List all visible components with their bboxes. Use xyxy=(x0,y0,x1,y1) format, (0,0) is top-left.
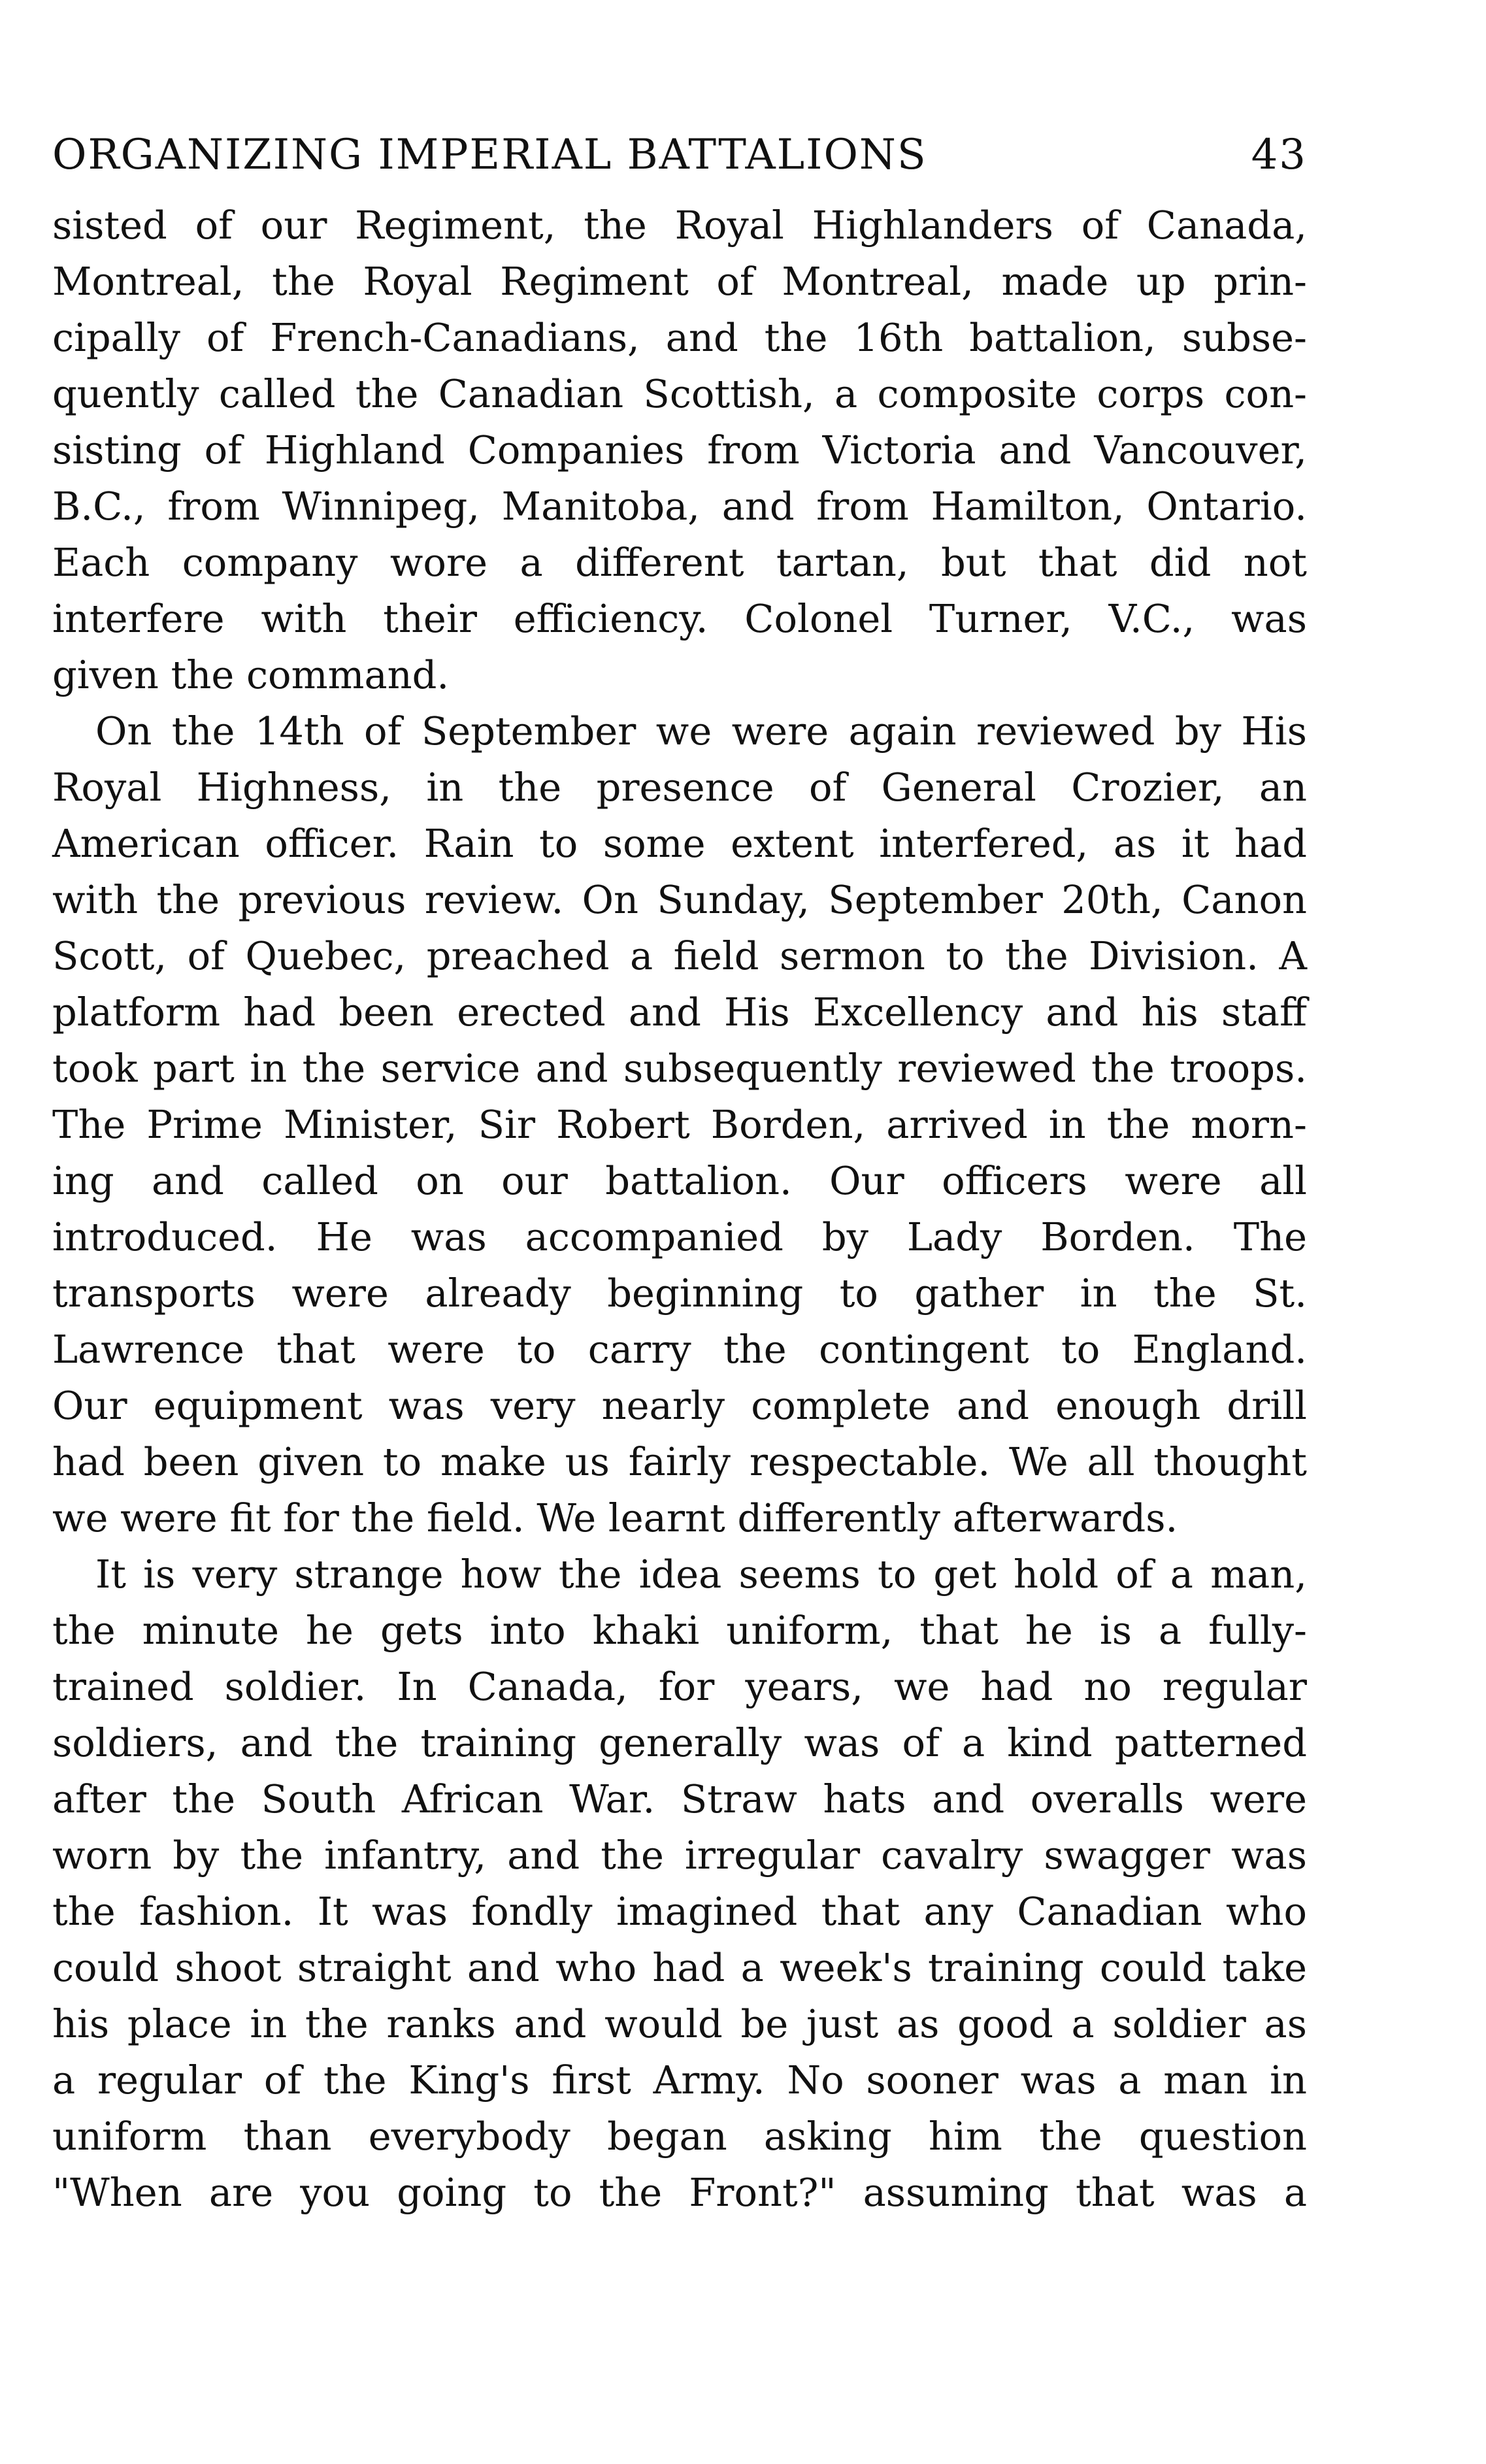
text-line: with the previous review. On Sunday, September 20th, Canon xyxy=(52,877,1307,922)
text-line: Scott, of Quebec, preached a field sermon to the Division. A xyxy=(52,933,1307,978)
text-line: worn by the infantry, and the irregular cavalry swagger was xyxy=(52,1833,1307,1878)
text-line: quently called the Canadian Scottish, a composite corps con- xyxy=(52,371,1307,416)
text-line: Montreal, the Royal Regiment of Montreal, made up prin- xyxy=(52,259,1307,304)
text-line: Each company wore a different tartan, but that did not xyxy=(52,540,1307,585)
book-page xyxy=(52,131,1307,2221)
text-line: American officer. Rain to some extent interfered, as it had xyxy=(52,821,1307,866)
paragraph xyxy=(52,1546,1307,2221)
text-line: interfere with their efficiency. Colonel Turner, V.C., was xyxy=(52,596,1307,641)
text-line: sisted of our Regiment, the Royal Highlanders of Canada, xyxy=(52,203,1307,248)
body-text xyxy=(52,197,1307,2221)
text-line: had been given to make us fairly respectable. We all thought xyxy=(52,1439,1307,1484)
text-line: the minute he gets into khaki uniform, that he is a fully- xyxy=(52,1608,1307,1653)
text-line: platform had been erected and His Excellency and his staff xyxy=(52,990,1307,1035)
text-line: B.C., from Winnipeg, Manitoba, and from Hamilton, Ontario. xyxy=(52,484,1307,529)
text-line: The Prime Minister, Sir Robert Borden, arrived in the morn- xyxy=(52,1102,1307,1147)
text-line: Our equipment was very nearly complete and enough drill xyxy=(52,1383,1307,1428)
text-line: uniform than everybody began asking him the question xyxy=(52,2114,1307,2159)
paragraph xyxy=(52,197,1307,703)
text-line: transports were already beginning to gather in the St. xyxy=(52,1271,1307,1316)
text-line: given the command. xyxy=(52,652,450,697)
running-title: ORGANIZING IMPERIAL BATTALIONS xyxy=(52,131,927,179)
text-line: cipally of French-Canadians, and the 16th battalion, subse- xyxy=(52,315,1307,360)
text-line: we were fit for the field. We learnt differently afterwards. xyxy=(52,1495,1178,1540)
text-line: On the 14th of September we were again reviewed by His xyxy=(95,708,1307,754)
text-line: sisting of Highland Companies from Victoria and Vancouver, xyxy=(52,427,1307,473)
text-line: the fashion. It was fondly imagined that any Canadian who xyxy=(52,1889,1307,1934)
text-line: his place in the ranks and would be just as good a soldier as xyxy=(52,2001,1307,2046)
page-number: 43 xyxy=(1251,131,1307,179)
text-line: ing and called on our battalion. Our officers were all xyxy=(52,1158,1307,1203)
text-line: It is very strange how the idea seems to get hold of a man, xyxy=(95,1552,1307,1597)
text-line: a regular of the King's first Army. No sooner was a man in xyxy=(52,2057,1307,2103)
paragraph xyxy=(52,703,1307,1546)
text-line: soldiers, and the training generally was of a kind patterned xyxy=(52,1720,1307,1765)
text-line: trained soldier. In Canada, for years, we had no regular xyxy=(52,1664,1307,1709)
text-line: "When are you going to the Front?" assuming that was a xyxy=(52,2170,1307,2215)
text-line: could shoot straight and who had a week's training could take xyxy=(52,1945,1307,1990)
text-line: Lawrence that were to carry the contingent to England. xyxy=(52,1327,1307,1372)
text-line: introduced. He was accompanied by Lady Borden. The xyxy=(52,1214,1307,1259)
text-line: took part in the service and subsequently reviewed the troops. xyxy=(52,1046,1307,1091)
text-line: Royal Highness, in the presence of General Crozier, an xyxy=(52,765,1307,810)
text-line: after the South African War. Straw hats and overalls were xyxy=(52,1776,1307,1822)
running-head xyxy=(52,131,1307,179)
